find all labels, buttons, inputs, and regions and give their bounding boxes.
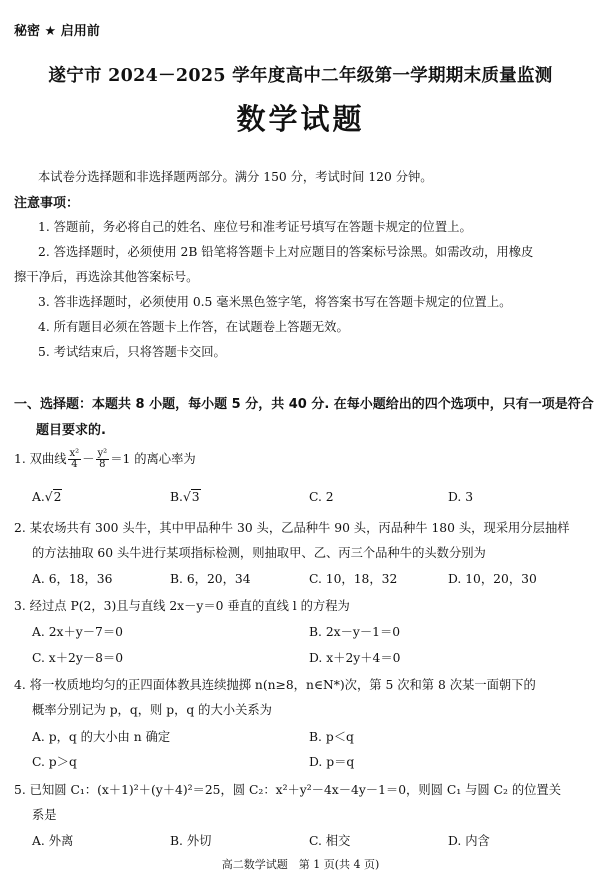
notes-title: 注意事项： [14,196,80,211]
q5-option-c: C. 相交 [309,834,351,848]
q2-option-b: B. 6，20，34 [170,572,251,586]
q1-prefix: 1. 双曲线 [14,452,67,466]
q1-option-a: A.√2 [32,490,62,504]
question-4-cont: 概率分别记为 p，q，则 p，q 的大小关系为 [32,703,272,717]
q1-fraction-y: $\frac{\text{y²}}{8}$ [97,448,108,470]
q1-suffix: ＝1 的离心率为 [110,452,196,466]
page-footer: 高二数学试题 第 1 页(共 4 页) [221,858,380,871]
question-2: 2. 某农场共有 300 头牛，其中甲品种牛 30 头，乙品种牛 90 头，丙品种牛 180 头，现采用分层抽样 [14,521,570,535]
q4-option-c: C. p＞q [32,755,77,769]
note-item: 5. 考试结束后，只将答题卡交回。 [38,345,226,359]
subject-title: 数学试题 [236,102,365,136]
q1-fraction-x: $\frac{\text{x²}}{4}$ [69,448,80,470]
note-item: 2. 答选择题时，必须使用 2B 铅笔将答题卡上对应题目的答案标号涂黑。如需改动，用橡皮 [38,245,534,259]
note-item: 擦干净后，再选涂其他答案标号。 [14,270,199,284]
q1-option-c: C. 2 [309,490,334,504]
q1-option-b: B.√3 [170,490,200,504]
section-heading: 一、选择题：本题共 8 小题，每小题 5 分，共 40 分. 在每小题给出的四个选项中，只有一项是符合 [14,397,594,412]
section-heading-cont: 题目要求的. [36,423,106,438]
note-item: 4. 所有题目必须在答题卡上作答，在试题卷上答题无效。 [38,320,349,334]
q4-option-d: D. p＝q [309,755,355,769]
question-5: 5. 已知圆 C₁：(x＋1)²＋(y＋4)²＝25，圆 C₂：x²＋y²－4x－4y－1＝0，则圆 C₁ 与圆 C₂ 的位置关 [14,783,562,797]
exam-title: 遂宁市 2024－2025 学年度高中二年级第一学期期末质量监测 [48,66,553,86]
q5-option-b: B. 外切 [170,834,212,848]
sqrt-icon: √3 [182,490,200,504]
q4-option-b: B. p＜q [309,730,354,744]
q3-option-b: B. 2x－y－1＝0 [309,625,401,639]
question-5-cont: 系是 [32,808,57,822]
q2-option-d: D. 10，20，30 [448,572,537,586]
intro-text: 本试卷分选择题和非选择题两部分。满分 150 分，考试时间 120 分钟。 [38,170,433,184]
secret-label: 秘密 ★ 启用前 [14,24,100,39]
q5-option-d: D. 内含 [448,834,490,848]
question-2-cont: 的方法抽取 60 头牛进行某项指标检测，则抽取甲、乙、丙三个品种牛的头数分别为 [32,546,486,560]
q2-option-a: A. 6，18，36 [32,572,113,586]
note-item: 1. 答题前，务必将自己的姓名、座位号和准考证号填写在答题卡规定的位置上。 [38,220,472,234]
q3-option-c: C. x＋2y－8＝0 [32,651,124,665]
q4-option-a: A. p，q 的大小由 n 确定 [32,730,171,744]
question-1: 1. 双曲线 $\frac{\text{x²}}{4}$ － $\frac{\text{y²}}{8}$ ＝1 的离心率为 [14,448,196,470]
sqrt-icon: √2 [44,490,62,504]
q3-option-d: D. x＋2y＋4＝0 [309,651,401,665]
note-item: 3. 答非选择题时，必须使用 0.5 毫米黑色签字笔，将答案书写在答题卡规定的位置上。 [38,295,512,309]
q5-option-a: A. 外离 [32,834,74,848]
question-4: 4. 将一枚质地均匀的正四面体教具连续抛掷 n(n≥8，n∈N*)次，第 5 次和第 8 次某一面朝下的 [14,678,536,692]
q1-option-d: D. 3 [448,490,474,504]
q2-option-c: C. 10，18，32 [309,572,398,586]
question-3: 3. 经过点 P(2，3)且与直线 2x－y＝0 垂直的直线 l 的方程为 [14,599,350,613]
q3-option-a: A. 2x＋y－7＝0 [32,625,123,639]
